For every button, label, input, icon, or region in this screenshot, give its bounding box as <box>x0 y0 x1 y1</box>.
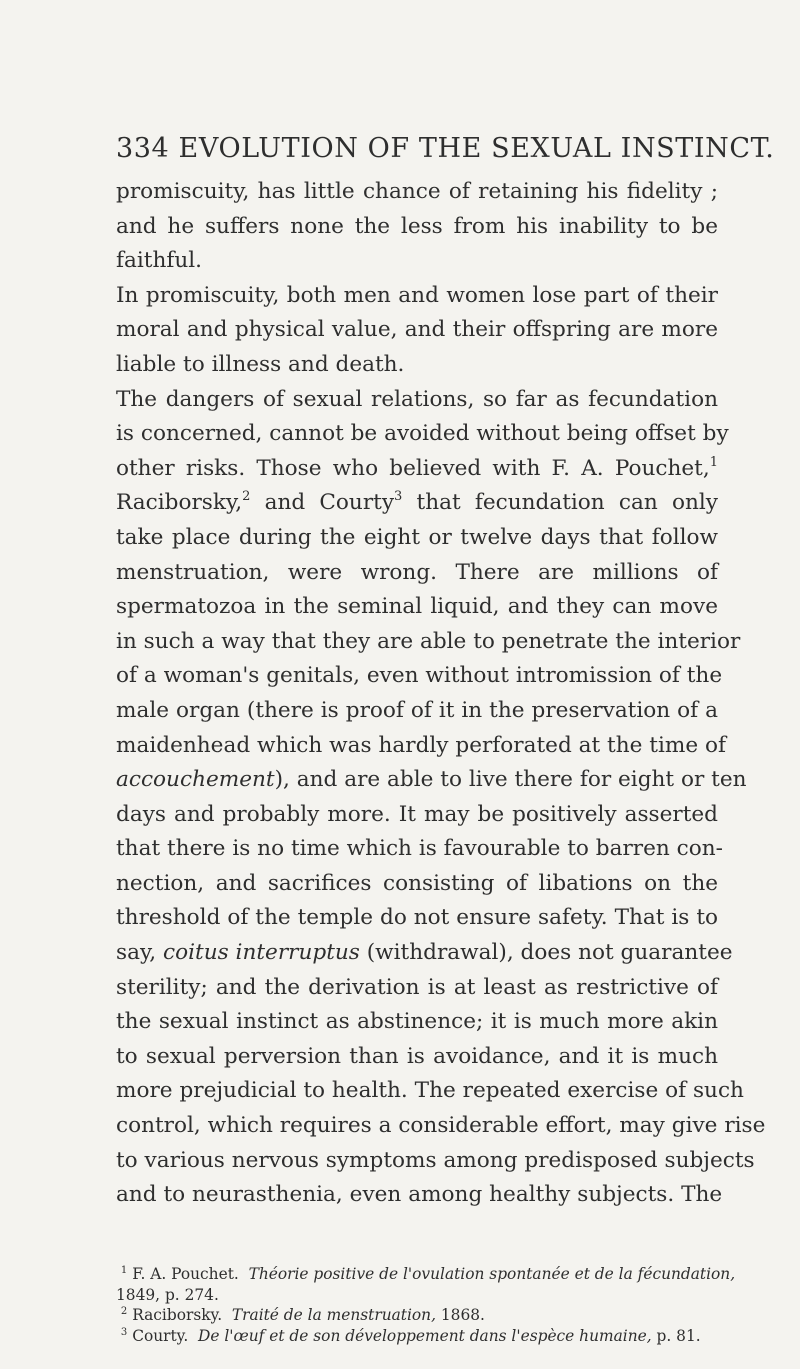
text-line: days and probably more. It may be positively asserted <box>116 801 718 827</box>
text-segment: ), and are able to live there for eight or ten <box>274 767 747 793</box>
italic-term: accouchement <box>116 767 275 793</box>
text-line <box>116 936 733 971</box>
running-title: EVOLUTION OF THE SEXUAL INSTINCT. <box>178 133 775 164</box>
footnotes <box>116 1264 736 1346</box>
text-line: nection, and sacrifices consisting of libations on the <box>116 870 718 896</box>
text-segment: that fecundation can only <box>402 490 718 516</box>
text-segment: other risks. Those who believed with F. A. Pouchet, <box>116 455 710 481</box>
text-line <box>116 486 718 521</box>
footnote-author: Raciborsky. <box>132 1306 223 1324</box>
text-line: to sexual perversion than is avoidance, and it is much <box>116 1043 718 1069</box>
text-line: sterility; and the derivation is at least as restrictive of <box>116 974 718 1000</box>
text-line: The dangers of sexual relations, so far as fecundation <box>116 386 718 412</box>
text-line: menstruation, were wrong. There are millions of <box>116 559 718 585</box>
text-line: maidenhead which was hardly perforated at the time of <box>116 732 726 758</box>
footnote-page: p. 81. <box>656 1326 701 1345</box>
italic-term: coitus interruptus <box>163 940 360 966</box>
footnote-number: 3 <box>120 1326 128 1338</box>
text-line: In promiscuity, both men and women lose part of their <box>116 282 718 308</box>
text-line: and to neurasthenia, even among healthy subjects. The <box>116 1182 723 1208</box>
footnote-title: Théorie positive de l'ovulation spontanée et de la fécundation, <box>248 1265 736 1283</box>
footnote-2 <box>116 1305 716 1326</box>
footnote-title: Traité de la menstruation, <box>231 1306 436 1324</box>
text-line: threshold of the temple do not ensure safety. That is to <box>116 905 718 931</box>
text-line: more prejudicial to health. The repeated exercise of such <box>116 1078 744 1104</box>
text-line: is concerned, cannot be avoided without being offset by <box>116 421 729 447</box>
text-segment: Raciborsky, <box>116 490 243 516</box>
text-line <box>116 763 747 798</box>
page-number: 334 <box>116 133 170 164</box>
text-line: in such a way that they are able to penetrate the interior <box>116 628 741 654</box>
text-line: and he suffers none the less from his inability to be <box>116 213 718 239</box>
text-segment: say, <box>116 940 164 966</box>
text-line: male organ (there is proof of it in the preservation of a <box>116 697 718 723</box>
text-line: moral and physical value, and their offspring are more <box>116 317 718 343</box>
text-line: of a woman's genitals, even without intromission of the <box>116 663 723 689</box>
running-header <box>116 133 775 164</box>
footnote-1-continued: 1849, p. 274. <box>116 1285 219 1304</box>
text-line: faithful. <box>116 248 203 274</box>
text-segment: and Courty <box>250 490 395 516</box>
footnote-ref: 1 <box>709 454 718 470</box>
footnote-ref: 2 <box>242 489 251 505</box>
text-line: take place during the eight or twelve days that follow <box>116 524 718 550</box>
text-line: to various nervous symptoms among predisposed subjects <box>116 1147 755 1173</box>
footnote-author: Courty. <box>132 1326 189 1345</box>
footnote-year: 1868. <box>440 1306 485 1324</box>
footnote-ref: 3 <box>394 489 403 505</box>
footnote-3 <box>116 1326 716 1347</box>
footnote-author: F. A. Pouchet. <box>132 1265 239 1283</box>
text-line: liable to illness and death. <box>116 351 405 377</box>
text-line: control, which requires a considerable effort, may give rise <box>116 1113 766 1139</box>
footnote-number: 2 <box>120 1306 128 1317</box>
footnote-number: 1 <box>120 1265 128 1276</box>
text-line: spermatozoa in the seminal liquid, and they can move <box>116 594 718 620</box>
footnote-1 <box>116 1264 736 1285</box>
footnote-title: De l'œuf et de son développement dans l'espèce humaine, <box>198 1326 652 1345</box>
text-line: promiscuity, has little chance of retaining his fidelity ; <box>116 179 718 204</box>
text-line: the sexual instinct as abstinence; it is much more akin <box>116 1009 718 1035</box>
text-line <box>116 452 718 487</box>
text-segment: (withdrawal), does not guarantee <box>359 940 733 966</box>
body-text <box>116 175 766 1213</box>
text-line: that there is no time which is favourable to barren con- <box>116 836 723 862</box>
